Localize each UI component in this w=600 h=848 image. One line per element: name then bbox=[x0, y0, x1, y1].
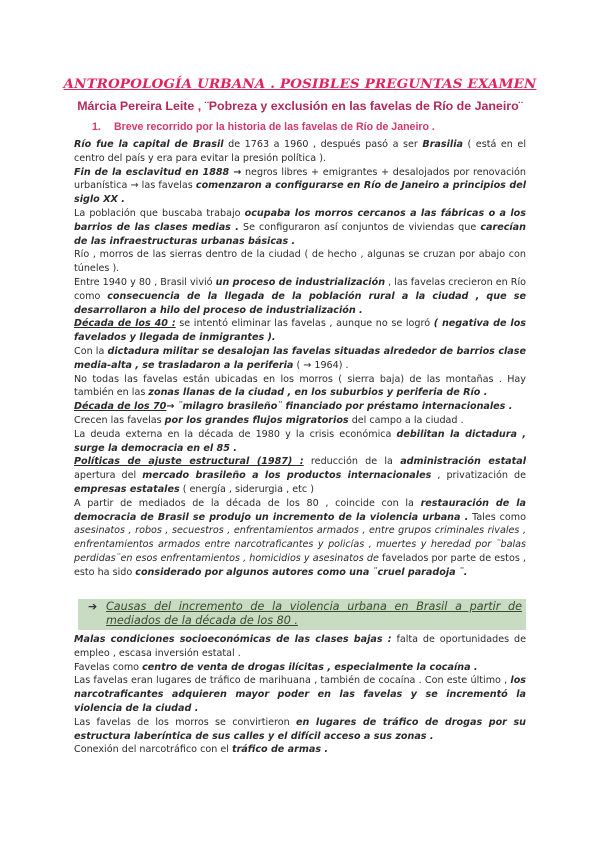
causes-heading: Causas del incremento de la violencia urbana en Brasil a partir de mediados de la década de los 80 . bbox=[106, 600, 522, 627]
paragraph: Conexión del narcotráfico con el tráfico de armas . bbox=[74, 744, 329, 756]
paragraph: Entre 1940 y 80 , Brasil vivió un proceso de industrialización , las favelas crecieron en Río como consecuencia de la llegada de la población rural a la ciudad , que se desarrollaron a hilo del proceso de industrialización . bbox=[74, 276, 526, 316]
paragraph: Malas condiciones socioeconómicas de las clases bajas : falta de oportunidades de empleo , escasa inversión estatal . bbox=[74, 634, 526, 659]
page-subtitle: Márcia Pereira Leite , ¨Pobreza y exclusión en las favelas de Río de Janeiro¨ bbox=[77, 99, 523, 113]
section-heading bbox=[92, 121, 435, 133]
causes-body bbox=[74, 633, 526, 757]
paragraph: Crecen las favelas por los grandes flujos migratorios del campo a la ciudad . bbox=[74, 414, 464, 426]
paragraph: La deuda externa en la década de 1980 y la crisis económica debilitan la dictadura , surge la democracia en el 85 . bbox=[74, 428, 526, 454]
paragraph: Favelas como centro de venta de drogas ilícitas , especialmente la cocaína . bbox=[74, 661, 478, 673]
paragraph: A partir de mediados de la década de los 80 , coincide con la restauración de la democracia de Brasil se produjo un incremento de la violencia urbana . Tales como asesinatos , robos , secuestros , enfrentamientos armados , entre grupos criminales rivales , enfrentamientos armados entre narcotraficantes y policías , muertes y heredad por ¨balas perdidas¨en esos enfrentamientos , homicidios y asesinatos de favelados por parte de estos , esto ha sido considerado por algunos autores como una ¨cruel paradoja ¨. bbox=[74, 497, 526, 578]
paragraph: Con la dictadura militar se desalojan las favelas situadas alrededor de barrios clase media-alta , se trasladaron a la periferia ( → 1964) . bbox=[74, 345, 526, 371]
paragraph: Década de los 70→ ¨milagro brasileño¨ financiado por préstamo internacionales . bbox=[74, 401, 513, 413]
section-label: Breve recorrido por la historia de las favelas de Río de Janeiro . bbox=[114, 121, 435, 133]
paragraph: No todas las favelas están ubicadas en los morros ( sierra baja) de las montañas . Hay también en las zonas llanas de la ciudad , en los suburbios y periferia de Río . bbox=[74, 373, 526, 399]
arrow-right-icon: ➔ bbox=[88, 600, 98, 613]
page-title: ANTROPOLOGÍA URBANA . POSIBLES PREGUNTAS EXAMEN bbox=[63, 76, 537, 92]
causes-heading-box bbox=[78, 599, 526, 630]
paragraph: Década de los 40 : se intentó eliminar las favelas , aunque no se logró ( negativa de los favelados y llegada de inmigrantes ). bbox=[74, 318, 526, 344]
paragraph: Río , morros de las sierras dentro de la ciudad ( de hecho , algunas se cruzan por abajo con túneles ). bbox=[74, 249, 526, 275]
paragraph: Políticas de ajuste estructural (1987) : reducción de la administración estatal apertura del mercado brasileño a los productos internacionales , privatización de empresas estatales ( energía , siderurgia , etc ) bbox=[74, 456, 526, 495]
paragraph: Las favelas eran lugares de tráfico de marihuana , también de cocaína . Con este último , los narcotraficantes adquieren mayor poder en las favelas y se incrementó la violencia de la ciudad . bbox=[74, 675, 526, 714]
paragraph: Fin de la esclavitud en 1888 → negros libres + emigrantes + desalojados por renovación urbanística → las favelas comenzaron a configurarse en Río de Janeiro a principios del siglo XX . bbox=[74, 166, 526, 206]
history-body bbox=[74, 138, 526, 580]
paragraph: La población que buscaba trabajo ocupaba los morros cercanos a las fábricas o a los barrios de las clases medias . Se configuraron así conjuntos de viviendas que carecían de las infraestructuras urbanas básicas . bbox=[74, 207, 526, 247]
paragraph: Las favelas de los morros se convirtieron en lugares de tráfico de drogas por su estructura laberíntica de sus calles y el difícil acceso a sus zonas . bbox=[74, 716, 526, 742]
section-number: 1. bbox=[92, 121, 101, 133]
paragraph: Río fue la capital de Brasil de 1763 a 1960 , después pasó a ser Brasilia ( está en el centro del país y era para evitar la presión política ). bbox=[74, 139, 526, 164]
